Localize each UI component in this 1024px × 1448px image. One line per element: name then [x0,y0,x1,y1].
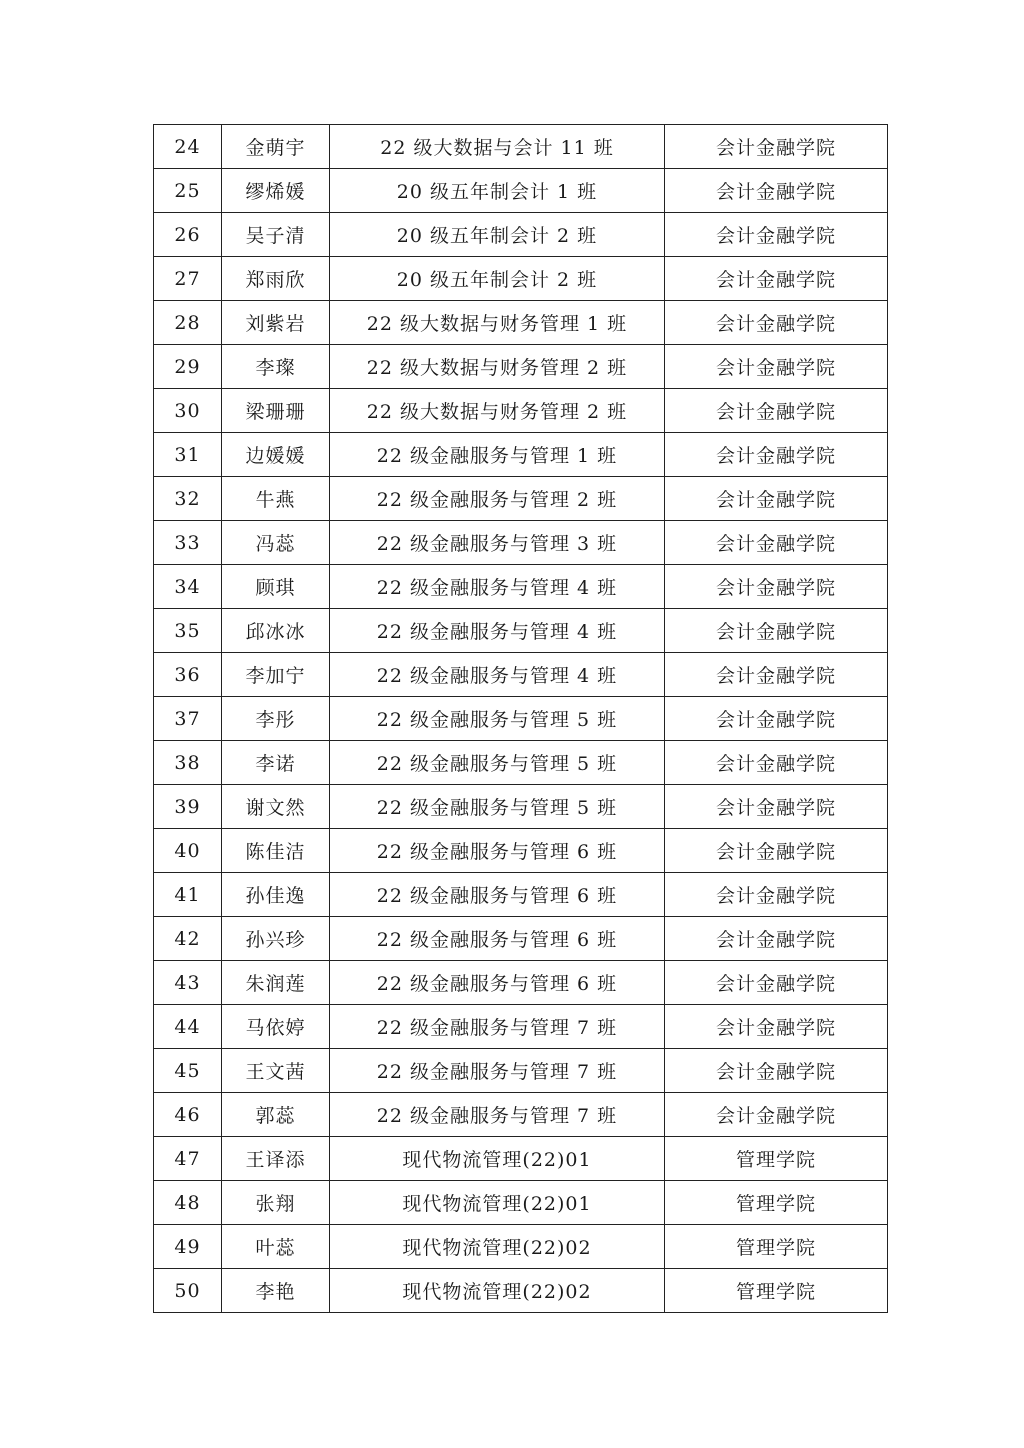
row-number: 39 [154,785,222,829]
college-name: 管理学院 [665,1137,888,1181]
row-number: 48 [154,1181,222,1225]
class-name: 22 级金融服务与管理 4 班 [330,609,665,653]
student-name: 李诺 [222,741,330,785]
table-row [154,433,888,477]
student-name: 叶蕊 [222,1225,330,1269]
college-name: 管理学院 [665,1269,888,1313]
class-name: 22 级金融服务与管理 3 班 [330,521,665,565]
college-name: 会计金融学院 [665,873,888,917]
student-name: 李加宁 [222,653,330,697]
class-name: 20 级五年制会计 2 班 [330,257,665,301]
college-name: 会计金融学院 [665,257,888,301]
student-name: 李璨 [222,345,330,389]
class-name: 现代物流管理(22)02 [330,1225,665,1269]
student-name: 陈佳洁 [222,829,330,873]
student-name: 梁珊珊 [222,389,330,433]
row-number: 24 [154,125,222,169]
table-row [154,301,888,345]
class-name: 22 级金融服务与管理 5 班 [330,741,665,785]
student-name: 王译添 [222,1137,330,1181]
table-row [154,697,888,741]
class-name: 22 级大数据与会计 11 班 [330,125,665,169]
student-roster-table [153,124,888,1313]
college-name: 管理学院 [665,1225,888,1269]
class-name: 22 级金融服务与管理 2 班 [330,477,665,521]
class-name: 现代物流管理(22)01 [330,1137,665,1181]
class-name: 22 级金融服务与管理 5 班 [330,785,665,829]
class-name: 22 级金融服务与管理 6 班 [330,917,665,961]
row-number: 31 [154,433,222,477]
college-name: 会计金融学院 [665,169,888,213]
college-name: 会计金融学院 [665,785,888,829]
class-name: 22 级金融服务与管理 5 班 [330,697,665,741]
college-name: 会计金融学院 [665,1049,888,1093]
row-number: 34 [154,565,222,609]
row-number: 40 [154,829,222,873]
college-name: 会计金融学院 [665,345,888,389]
student-name: 朱润莲 [222,961,330,1005]
table-row [154,917,888,961]
student-name: 马依婷 [222,1005,330,1049]
college-name: 会计金融学院 [665,433,888,477]
table-row [154,653,888,697]
student-name: 刘紫岩 [222,301,330,345]
student-name: 郑雨欣 [222,257,330,301]
student-name: 孙佳逸 [222,873,330,917]
row-number: 26 [154,213,222,257]
table-row [154,829,888,873]
row-number: 29 [154,345,222,389]
row-number: 32 [154,477,222,521]
student-name: 顾琪 [222,565,330,609]
table-row [154,741,888,785]
table-row [154,1225,888,1269]
student-name: 缪烯媛 [222,169,330,213]
class-name: 22 级金融服务与管理 4 班 [330,565,665,609]
table-row [154,873,888,917]
student-name: 郭蕊 [222,1093,330,1137]
row-number: 36 [154,653,222,697]
row-number: 46 [154,1093,222,1137]
student-name: 金萌宇 [222,125,330,169]
class-name: 22 级大数据与财务管理 2 班 [330,345,665,389]
college-name: 会计金融学院 [665,477,888,521]
student-name: 张翔 [222,1181,330,1225]
class-name: 22 级金融服务与管理 6 班 [330,873,665,917]
table-row [154,1049,888,1093]
table-row [154,169,888,213]
college-name: 会计金融学院 [665,697,888,741]
row-number: 30 [154,389,222,433]
class-name: 22 级金融服务与管理 7 班 [330,1005,665,1049]
student-name: 吴子清 [222,213,330,257]
student-name: 李彤 [222,697,330,741]
student-name: 孙兴珍 [222,917,330,961]
college-name: 会计金融学院 [665,125,888,169]
class-name: 22 级金融服务与管理 4 班 [330,653,665,697]
table-row [154,565,888,609]
college-name: 会计金融学院 [665,565,888,609]
roster-body [154,125,888,1313]
student-name: 谢文然 [222,785,330,829]
row-number: 33 [154,521,222,565]
row-number: 42 [154,917,222,961]
class-name: 现代物流管理(22)01 [330,1181,665,1225]
college-name: 会计金融学院 [665,741,888,785]
class-name: 22 级金融服务与管理 6 班 [330,829,665,873]
college-name: 会计金融学院 [665,1005,888,1049]
table-row [154,125,888,169]
class-name: 现代物流管理(22)02 [330,1269,665,1313]
table-row [154,257,888,301]
row-number: 41 [154,873,222,917]
college-name: 会计金融学院 [665,609,888,653]
class-name: 22 级金融服务与管理 7 班 [330,1049,665,1093]
student-name: 冯蕊 [222,521,330,565]
row-number: 28 [154,301,222,345]
table-row [154,1269,888,1313]
class-name: 20 级五年制会计 1 班 [330,169,665,213]
row-number: 37 [154,697,222,741]
row-number: 49 [154,1225,222,1269]
row-number: 45 [154,1049,222,1093]
table-row [154,521,888,565]
row-number: 27 [154,257,222,301]
college-name: 会计金融学院 [665,829,888,873]
college-name: 会计金融学院 [665,961,888,1005]
college-name: 会计金融学院 [665,917,888,961]
row-number: 35 [154,609,222,653]
class-name: 20 级五年制会计 2 班 [330,213,665,257]
row-number: 47 [154,1137,222,1181]
row-number: 25 [154,169,222,213]
college-name: 会计金融学院 [665,213,888,257]
table-row [154,961,888,1005]
table-row [154,1181,888,1225]
student-name: 边媛媛 [222,433,330,477]
row-number: 44 [154,1005,222,1049]
table-row [154,785,888,829]
row-number: 50 [154,1269,222,1313]
student-name: 牛燕 [222,477,330,521]
table-row [154,1005,888,1049]
college-name: 会计金融学院 [665,301,888,345]
student-name: 李艳 [222,1269,330,1313]
class-name: 22 级金融服务与管理 6 班 [330,961,665,1005]
row-number: 43 [154,961,222,1005]
table-row [154,213,888,257]
class-name: 22 级大数据与财务管理 1 班 [330,301,665,345]
table-row [154,345,888,389]
table-row [154,477,888,521]
college-name: 会计金融学院 [665,521,888,565]
student-name: 邱冰冰 [222,609,330,653]
student-name: 王文茜 [222,1049,330,1093]
class-name: 22 级金融服务与管理 7 班 [330,1093,665,1137]
college-name: 会计金融学院 [665,389,888,433]
table-row [154,609,888,653]
table-row [154,389,888,433]
college-name: 管理学院 [665,1181,888,1225]
college-name: 会计金融学院 [665,653,888,697]
college-name: 会计金融学院 [665,1093,888,1137]
row-number: 38 [154,741,222,785]
class-name: 22 级大数据与财务管理 2 班 [330,389,665,433]
class-name: 22 级金融服务与管理 1 班 [330,433,665,477]
table-row [154,1137,888,1181]
table-row [154,1093,888,1137]
